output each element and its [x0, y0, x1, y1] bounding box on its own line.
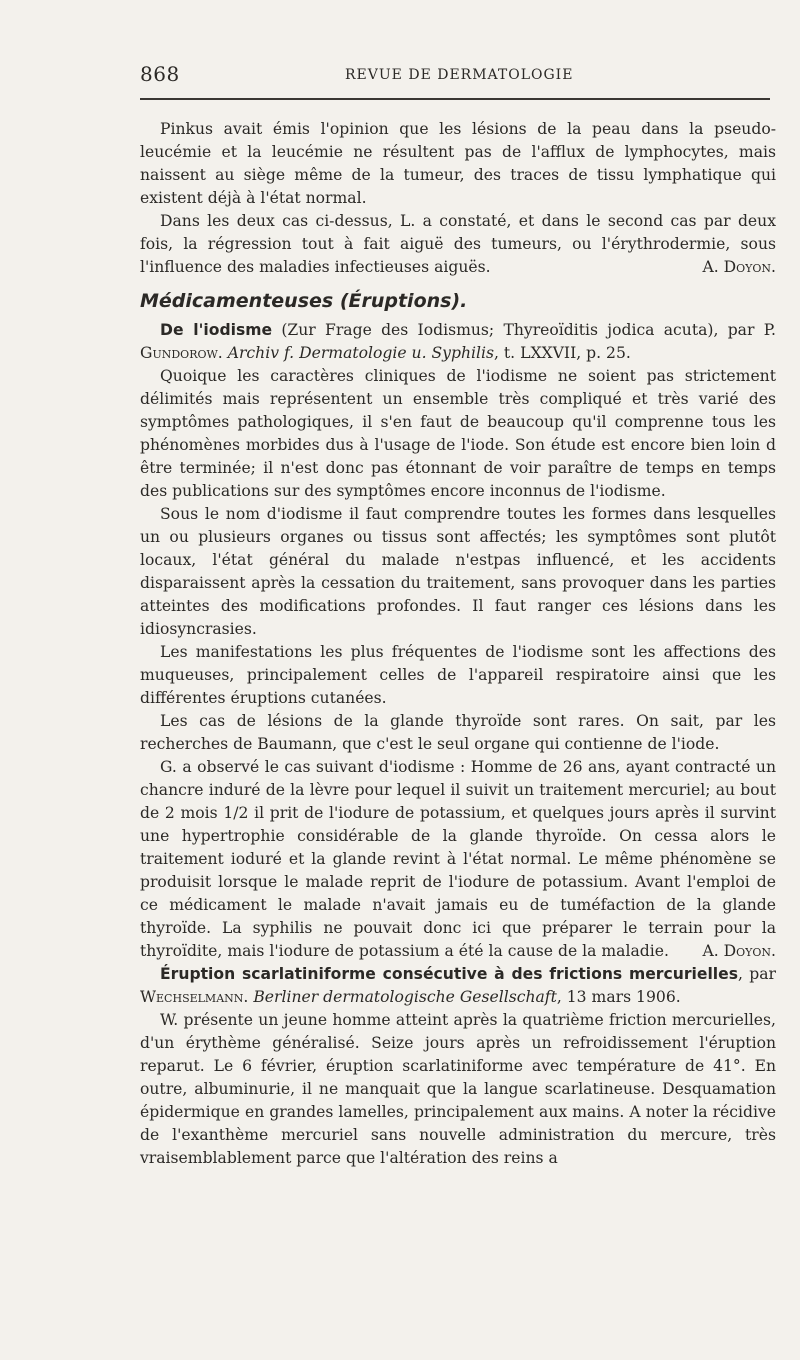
page-number: 868: [140, 62, 180, 86]
paragraph-text: G. a observé le cas suivant d'iodisme : Homme de 26 ans, ayant contracté un chancre induré de la lèvre pour lequel il suivit un traitement mercuriel; au bout de 2 mois 1/2 il prit de l'iodure de potassium, et quelques jours après il survint une hypertrophie considérable de la glande thyroïde. On cessa alors le traitement ioduré et la glande revint à l'état normal. Le même phénomène se produisit lorsque le malade reprit de l'iodure de potassium. Avant l'emploi de ce médicament le malade n'avait jamais eu de tuméfaction de la glande thyroïde. La syphilis ne pouvait donc ici que préparer le terrain pour la thyroïdite, mais l'iodure de potassium a été la cause de la maladie.: [140, 758, 776, 960]
signature: A. Doyon.: [702, 942, 776, 960]
article-reference-end: , t. LXXVII, p. 25.: [494, 344, 631, 362]
running-title: REVUE DE DERMATOLOGIE: [345, 67, 574, 83]
article-reference-end: , 13 mars 1906.: [556, 988, 681, 1006]
signature: A. Doyon.: [702, 258, 776, 276]
paragraph: Quoique les caractères cliniques de l'iodisme ne soient pas strictement délimités mais représentent un ensemble très compliqué et très varié des symptômes pathologiques, il s'en faut de beaucoup qu'il comprenne tous les phénomènes morbides dus à l'usage de l'iode. Son étude est encore bien loin d être terminée; il n'est donc pas étonnant de voir paraître de temps en temps des publications sur des symptômes encore inconnus de l'iodisme.: [140, 367, 776, 500]
paragraph: Pinkus avait émis l'opinion que les lésions de la peau dans la pseudo-leucémie et la leucémie ne résultent pas de l'afflux de lymphocytes, mais naissent au siège même de la tumeur, des traces de tissu lymphatique qui existent déjà à l'état normal.: [140, 120, 776, 207]
paragraph: Sous le nom d'iodisme il faut comprendre toutes les formes dans lesquelles un ou plusieurs organes ou tissus sont affectés; les symptômes sont plutôt locaux, l'état général du malade n'estpas influencé, et les accidents disparaissent après la cessation du traitement, sans provoquer dans les parties atteintes des modifications profondes. Il faut ranger ces lésions dans les idiosyncrasies.: [140, 505, 776, 638]
header-rule: [140, 98, 770, 100]
section-title: Médicamenteuses (Éruptions).: [140, 290, 468, 312]
paragraph: W. présente un jeune homme atteint après la quatrième friction mercurielles, d'un érythème généralisé. Seize jours après un refroidissement l'éruption reparut. Le 6 février, éruption scarlatiniforme avec température de 41°. En outre, albuminurie, il ne manquait que la langue scarlatineuse. Desquamation épidermique en grandes lamelles, principalement aux mains. A noter la récidive de l'exanthème mercuriel sans nouvelle administration du mercure, très vraisemblablement parce que l'altération des reins a: [140, 1011, 776, 1167]
body-text: [140, 118, 776, 1170]
article-title: De l'iodisme: [160, 321, 273, 339]
paragraph: Les cas de lésions de la glande thyroïde sont rares. On sait, par les recherches de Baumann, que c'est le seul organe qui contienne de l'iode.: [140, 712, 776, 753]
article-title: Éruption scarlatiniforme consécutive à des frictions mercurielles: [160, 965, 739, 983]
paragraph-text: Dans les deux cas ci-dessus, L. a constaté, et dans le second cas par deux fois, la régression tout à fait aiguë des tumeurs, ou l'érythrodermie, sous l'influence des maladies infectieuses aiguës.: [140, 212, 776, 276]
article-author: Wechselmann: [140, 988, 244, 1006]
paragraph: [140, 756, 776, 963]
article-heading: [140, 319, 776, 365]
paragraph: [140, 210, 776, 279]
page-header: [140, 62, 770, 88]
article-reference: (Zur Frage des Iodismus; Thyreoïditis jodica acuta), par P.: [272, 321, 776, 339]
article-reference-sep: .: [217, 344, 228, 362]
article-heading: [140, 963, 776, 1009]
paragraph: Les manifestations les plus fréquentes de l'iodisme sont les affections des muqueuses, principalement celles de l'appareil respiratoire ainsi que les différentes éruptions cutanées.: [140, 643, 776, 707]
article-journal: Archiv f. Dermatologie u. Syphilis: [227, 344, 494, 362]
article-author: Gundorow: [140, 344, 218, 362]
article-journal: Berliner dermatologische Gesellschaft: [253, 988, 557, 1006]
article-reference: , par: [738, 965, 776, 983]
article-reference-sep: .: [243, 988, 254, 1006]
